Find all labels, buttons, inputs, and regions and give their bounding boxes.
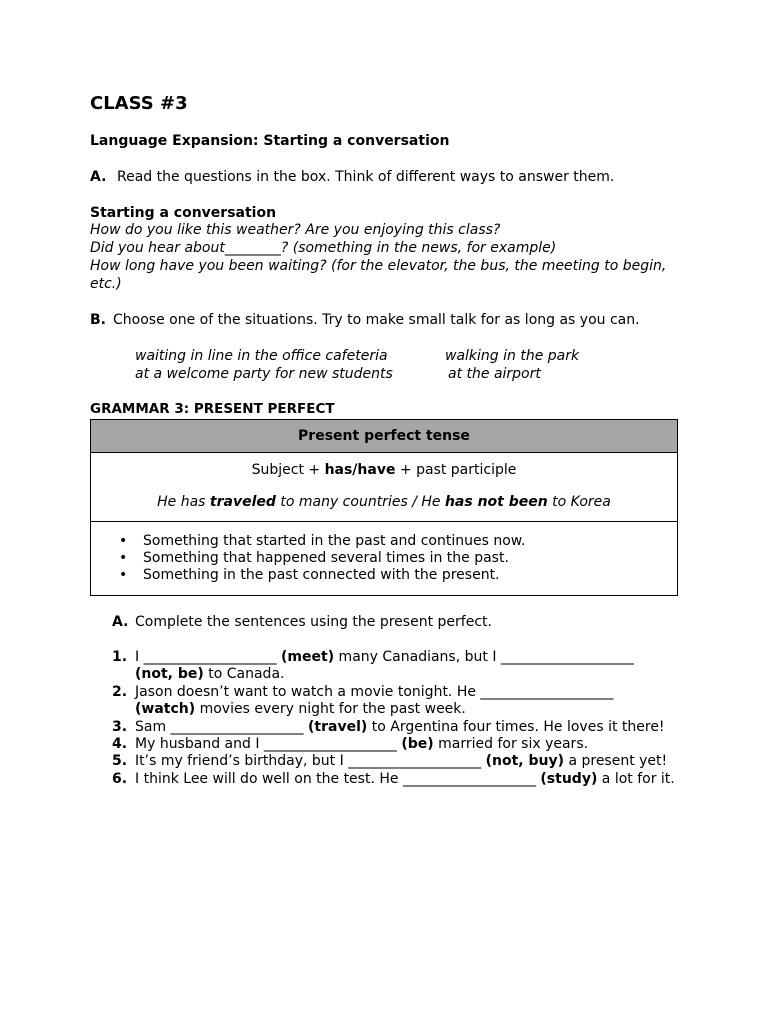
item-number: 6. [112,770,128,787]
part-b-text: Choose one of the situations. Try to make small talk for as long as you can. [113,312,640,328]
item-text: It’s my friend’s birthday, but I ___________________ [135,753,486,770]
list-item [119,550,677,567]
grammar-formula [91,462,677,478]
item-text: a lot for it. [597,770,675,787]
situation-item: at a welcome party for new students [135,366,393,382]
exercise-item [112,684,692,719]
use-text: Something that happened several times in the past. [143,550,509,566]
exercise-item [112,753,692,770]
part-a-instruction [90,169,614,185]
situation-item: at the airport [448,366,541,382]
starting-heading: Starting a conversation [90,205,277,221]
item-verb: (not, be) [135,666,204,683]
use-text: Something in the past connected with the present. [143,567,500,583]
grammar-table-title: Present perfect tense [91,420,678,453]
formula-text: Subject + [251,462,325,478]
item-line [135,701,692,718]
item-text: My husband and I ___________________ [135,736,402,753]
grammar-uses-list [91,533,677,584]
situation-item: walking in the park [445,348,580,364]
item-text: married for six years. [433,736,589,753]
item-line [135,753,692,770]
item-verb: (watch) [135,701,196,718]
item-verb: (study) [540,770,598,787]
starting-line: etc.) [90,276,122,292]
item-verb: (be) [401,736,434,753]
exercise-marker: A. [112,614,129,630]
example-bold: traveled [209,494,276,510]
grammar-heading: GRAMMAR 3: PRESENT PERFECT [90,401,335,417]
list-item [119,533,677,550]
item-number: 3. [112,718,128,735]
use-text: Something that started in the past and continues now. [143,533,526,549]
example-text: to Korea [547,494,611,510]
example-bold: has not been [444,494,548,510]
item-line [135,684,692,701]
bullet-icon: • [119,533,128,549]
item-text: a present yet! [564,753,668,770]
exercise-instruction-text: Complete the sentences using the present perfect. [135,614,492,630]
item-text: movies every night for the past week. [195,701,466,718]
item-number: 1. [112,649,128,665]
part-a-text: Read the questions in the box. Think of different ways to answer them. [117,169,615,185]
section-subtitle: Language Expansion: Starting a conversation [90,133,450,149]
part-b-instruction [90,312,640,328]
item-text: Sam ___________________ [135,718,309,735]
situation-item: waiting in line in the office cafeteria [135,348,388,364]
bullet-icon: • [119,550,128,566]
part-b-marker: B. [90,312,106,328]
item-verb: (meet) [281,649,335,665]
example-text: He has [157,494,210,510]
item-text: many Canadians, but I ___________________ [334,649,634,665]
list-item [119,567,677,584]
exercise-list [112,649,692,788]
starting-line: Did you hear about________? (something in the news, for example) [90,240,557,256]
bullet-icon: • [119,567,128,583]
formula-text: + past participle [395,462,517,478]
exercise-item [112,719,692,736]
part-a-marker: A. [90,169,107,185]
starting-line: How do you like this weather? Are you enjoying this class? [90,222,501,238]
exercise-instruction [112,614,492,630]
page-title: CLASS #3 [90,93,188,114]
item-line [135,666,692,683]
grammar-example [91,494,677,510]
item-number: 2. [112,683,128,700]
item-number: 4. [112,736,128,753]
item-verb: (travel) [308,718,368,735]
item-text: I ___________________ [135,649,282,665]
item-text: to Argentina four times. He loves it there! [367,718,665,735]
item-text: Jason doesn’t want to watch a movie tonight. He ___________________ [135,683,614,700]
item-line [135,719,692,736]
starting-line: How long have you been waiting? (for the elevator, the bus, the meeting to begin, [90,258,667,274]
example-text: to many countries / He [275,494,445,510]
grammar-formula-cell [91,453,678,522]
item-line [135,649,692,666]
item-text: to Canada. [203,666,285,683]
item-text: I think Lee will do well on the test. He ___________________ [135,770,541,787]
grammar-uses-cell [91,522,678,596]
item-line [135,736,692,753]
item-line [135,771,692,788]
exercise-item [112,736,692,753]
item-number: 5. [112,753,128,770]
grammar-table [90,419,678,596]
exercise-item [112,771,692,788]
item-verb: (not, buy) [485,753,564,770]
formula-bold: has/have [324,462,396,478]
exercise-item [112,649,692,684]
